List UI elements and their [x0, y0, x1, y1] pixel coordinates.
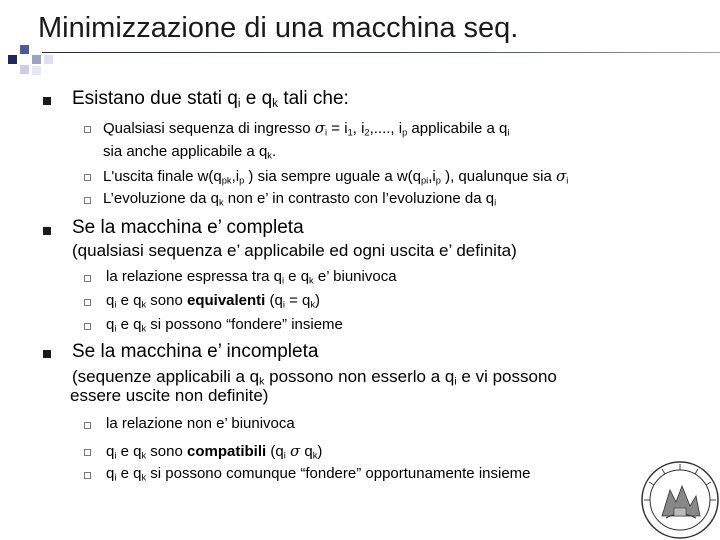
bullet-box — [84, 422, 91, 429]
section-subheading: (sequenze applicabili a $q_k$ possono non esserlo a $q_i$ e vi possono — [72, 367, 557, 388]
bullet-square — [43, 97, 51, 105]
bullet-box — [84, 275, 91, 282]
list-item: L'uscita finale $w(q_{pk},i_p$ ) sia sempre uguale a $w(q_{pi},i_p$ ), qualunque sia $\sigma_i$ — [103, 167, 569, 186]
list-item: $q_i$ e $q_k$ sono equivalenti $(q_i = q_k)$ — [106, 292, 321, 310]
section-heading: Se la macchina e’ completa — [72, 217, 304, 238]
list-item-continuation: sia anche applicabile a $q_k$. — [103, 143, 277, 161]
bullet-box — [84, 449, 91, 456]
list-item: la relazione non e’ biunivoca — [106, 415, 295, 432]
section-subheading-line2: essere uscite non definite) — [70, 386, 269, 405]
bullet-square — [43, 350, 51, 358]
bullet-box — [84, 197, 91, 204]
section-heading: Se la macchina e’ incompleta — [72, 341, 319, 362]
list-item: $q_i$ e $q_k$ sono compatibili ($q_i$ σ $q_k$) — [106, 442, 323, 461]
university-seal-icon — [636, 456, 720, 540]
bullet-box — [84, 299, 91, 306]
bullet-box — [84, 323, 91, 330]
list-item: L’evoluzione da $q_k$ non e’ in contrasto con l’evoluzione da $q_i$ — [103, 190, 497, 208]
title-underline — [42, 52, 720, 53]
slide-title: Minimizzazione di una macchina seq. — [38, 12, 519, 44]
list-item: la relazione espressa tra $q_i$ e $q_k$ e’ biunivoca — [106, 268, 397, 286]
bullet-square — [43, 227, 51, 235]
list-item: $q_i$ e $q_k$ si possono “fondere” insieme — [106, 316, 343, 334]
section-subheading: (qualsiasi sequenza e’ applicabile ed ogni uscita e’ definita) — [72, 241, 517, 260]
bullet-box — [84, 472, 91, 479]
bullet-box — [84, 174, 91, 181]
list-item: $q_i$ e $q_k$ si possono comunque “fondere” opportunamente insieme — [106, 465, 531, 483]
section-heading: Esistano due stati $q_i$ e $q_k$ tali che: — [72, 88, 349, 110]
list-item: Qualsiasi sequenza di ingresso $\sigma_i = i_1$, $i_2$,...., $i_p$ applicabile a $q_i$ — [103, 119, 510, 138]
bullet-box — [84, 126, 91, 133]
